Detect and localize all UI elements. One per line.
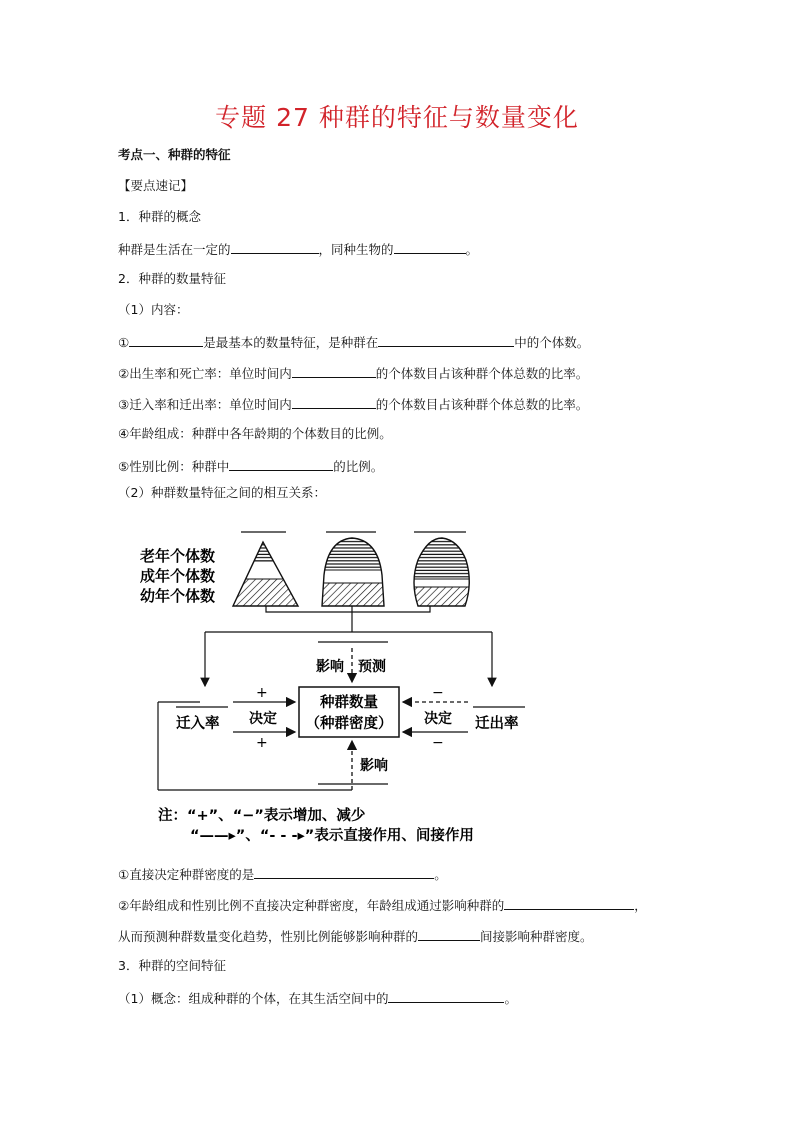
label-predict: 预测 [358, 659, 386, 675]
question-2-line2 [118, 926, 593, 946]
label-immigration: 迁入率 [176, 716, 220, 732]
question-2-line1 [118, 895, 647, 915]
text-part: ②出生率和死亡率：单位时间内 [118, 366, 292, 381]
legend-adult: 成年个体数 [140, 567, 216, 585]
s2-heading: 2．种群的数量特征 [118, 271, 226, 286]
minus-sign: − [432, 735, 444, 751]
section-heading-kaodian: 考点一、种群的特征 [118, 147, 231, 162]
center-line2: （种群密度） [305, 716, 393, 732]
text-part: 从而预测种群数量变化趋势，性别比例能够影响种群的 [118, 929, 419, 944]
text-part: 的个体数目占该种群个体总数的比率。 [375, 397, 589, 412]
fill-blank[interactable] [388, 988, 504, 1003]
label-decide-right: 决定 [424, 711, 452, 727]
s1-heading: 1．种群的概念 [118, 209, 201, 224]
text-part: ①直接决定种群密度的是 [118, 867, 255, 882]
diagram-note-1: 注：“+”、“−”表示增加、减少 [158, 808, 366, 824]
text-part: ③迁入率和迁出率：单位时间内 [118, 397, 292, 412]
text-part: 。 [434, 867, 447, 882]
fill-blank[interactable] [418, 926, 480, 941]
text-part: ① [118, 335, 130, 350]
text-part: 的个体数目占该种群个体总数的比率。 [375, 366, 589, 381]
label-influence-bottom: 影响 [360, 758, 388, 774]
plus-sign: + [256, 735, 268, 751]
text-part: ，同种生物的 [318, 242, 394, 257]
text-part: ②年龄组成和性别比例不直接决定种群密度，年龄组成通过影响种群的 [118, 898, 505, 913]
s3-heading: 3．种群的空间特征 [118, 958, 226, 973]
s2-1-label: （1）内容： [118, 302, 189, 317]
legend-old: 老年个体数 [140, 547, 216, 565]
minus-sign: − [432, 685, 444, 701]
age-pyramid-stable-icon [318, 534, 388, 606]
item-4: ④年龄组成：种群中各年龄期的个体数目的比例。 [118, 426, 392, 441]
diagram-note-2: “——▸”、“- - -▸”表示直接作用、间接作用 [190, 828, 474, 844]
text-part: 种群是生活在一定的 [118, 242, 231, 257]
key-points-heading: 【要点速记】 [118, 178, 194, 193]
label-influence-top: 影响 [316, 659, 344, 675]
text-part: 间接影响种群密度。 [480, 929, 593, 944]
text-part: ， [634, 898, 647, 913]
label-decide-left: 决定 [249, 711, 277, 727]
text-part: 是最基本的数量特征，是种群在 [203, 335, 379, 350]
text-part: 。 [465, 242, 479, 257]
label-emigration: 迁出率 [475, 716, 519, 732]
s3-1 [118, 988, 517, 1008]
center-line1: 种群数量 [320, 695, 378, 711]
legend-young: 幼年个体数 [140, 587, 216, 605]
text-part: ⑤性别比例：种群中 [118, 459, 230, 474]
text-part: 的比例。 [333, 459, 384, 474]
page-title: 专题 27 种群的特征与数量变化 [215, 103, 579, 132]
fill-blank[interactable] [504, 895, 634, 910]
plus-sign: + [256, 685, 268, 701]
fill-blank[interactable] [254, 864, 434, 879]
text-part: （1）概念：组成种群的个体，在其生活空间中的 [118, 991, 389, 1006]
s2-2-label: （2）种群数量特征之间的相互关系： [118, 485, 326, 500]
text-part: 。 [504, 991, 517, 1006]
question-1 [118, 864, 447, 884]
text-part: 中的个体数。 [514, 335, 590, 350]
